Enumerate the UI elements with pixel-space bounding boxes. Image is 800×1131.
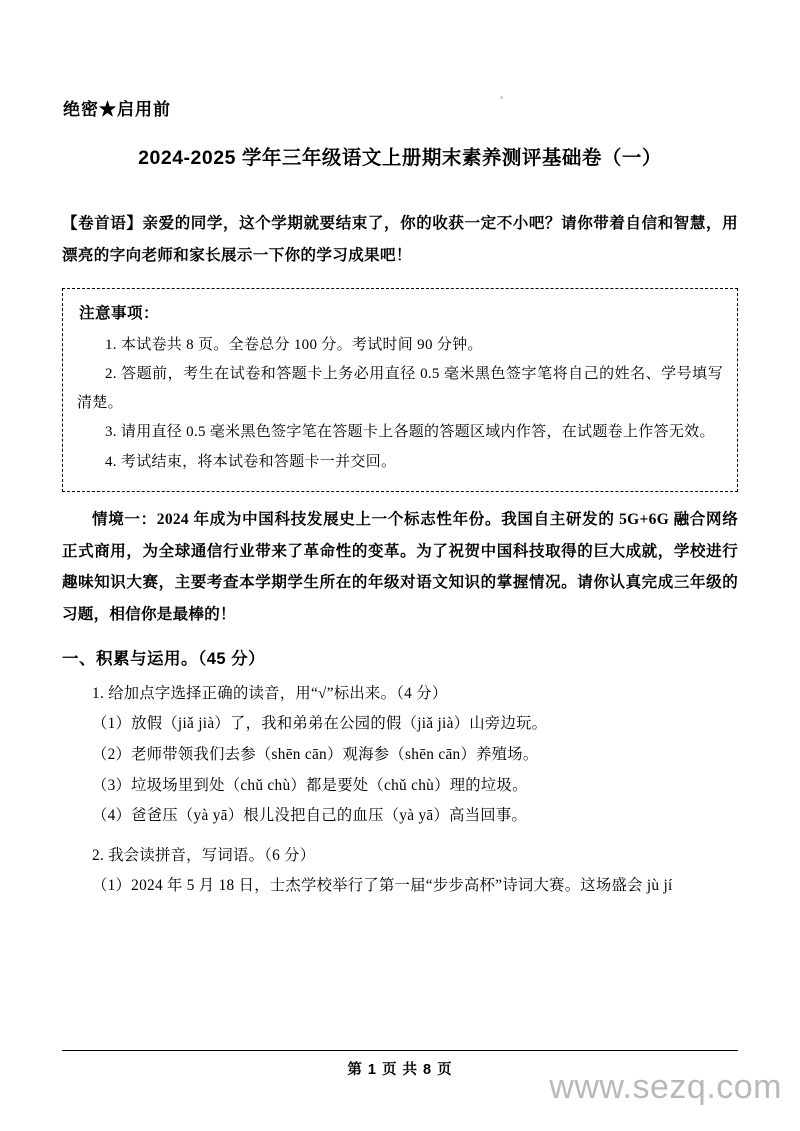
question-stem: 2. 我会读拼音，写词语。（6 分）	[92, 846, 316, 864]
section-heading: 一、积累与运用。（45 分）	[62, 649, 266, 668]
notice-item: 2. 答题前，考生在试卷和答题卡上务必用直径 0.5 毫米黑色签字笔将自己的姓名、学号填写清楚。	[77, 365, 723, 412]
notice-item: 4. 考试结束，将本试卷和答题卡一并交回。	[105, 453, 397, 470]
page-title: 2024-2025 学年三年级语文上册期末素养测评基础卷（一）	[138, 147, 662, 169]
preface-text: 【卷首语】亲爱的同学，这个学期就要结束了，你的收获一定不小吧？请你带着自信和智慧，用漂亮的字向老师和家长展示一下你的学习成果吧！	[62, 215, 738, 264]
notice-item: 3. 请用直径 0.5 毫米黑色签字笔在答题卡上各题的答题区域内作答，在试题卷上作答无效。	[105, 424, 715, 441]
footer-divider	[62, 1050, 738, 1051]
notice-item: 1. 本试卷共 8 页。全卷总分 100 分。考试时间 90 分钟。	[105, 336, 483, 353]
notice-title: 注意事项：	[79, 304, 160, 322]
question-sub-item: （4）爸爸压（yà yā）根儿没把自己的血压（yà yā）高当回事。	[92, 807, 528, 825]
scenario-text: 情境一：2024 年成为中国科技发展史上一个标志性年份。我国自主研发的 5G+6G 融合网络正式商用，为全球通信行业带来了革命性的变革。为了祝贺中国科技取得的巨大成就，学校进行趣味知识大赛，主要考查本学期学生所在的年级对语文知识的掌握情况。请你认真完成三年级的习题，相信你是最棒的！	[62, 510, 738, 624]
page-footer: 第 1 页 共 8 页	[347, 1062, 453, 1078]
question-stem: 1. 给加点字选择正确的读音，用“√”标出来。（4 分）	[92, 684, 448, 702]
question-sub-item: （1）2024 年 5 月 18 日，士杰学校举行了第一届“步步高杯”诗词大赛。这场盛会 jù jí	[92, 877, 673, 895]
page-speck	[500, 96, 503, 99]
spacer	[62, 832, 738, 841]
notice-box	[62, 288, 738, 492]
watermark: www.sezq.com	[549, 1068, 782, 1106]
secret-label: 绝密★启用前	[63, 100, 171, 119]
question-sub-item: （2）老师带领我们去参（shēn cān）观海参（shēn cān）养殖场。	[92, 746, 539, 764]
question-sub-item: （3）垃圾场里到处（chǔ chù）都是要处（chǔ chù）理的垃圾。	[92, 776, 528, 794]
question-sub-item: （1）放假（jiǎ jià）了，我和弟弟在公园的假（jiǎ jià）山旁边玩。	[92, 715, 548, 733]
